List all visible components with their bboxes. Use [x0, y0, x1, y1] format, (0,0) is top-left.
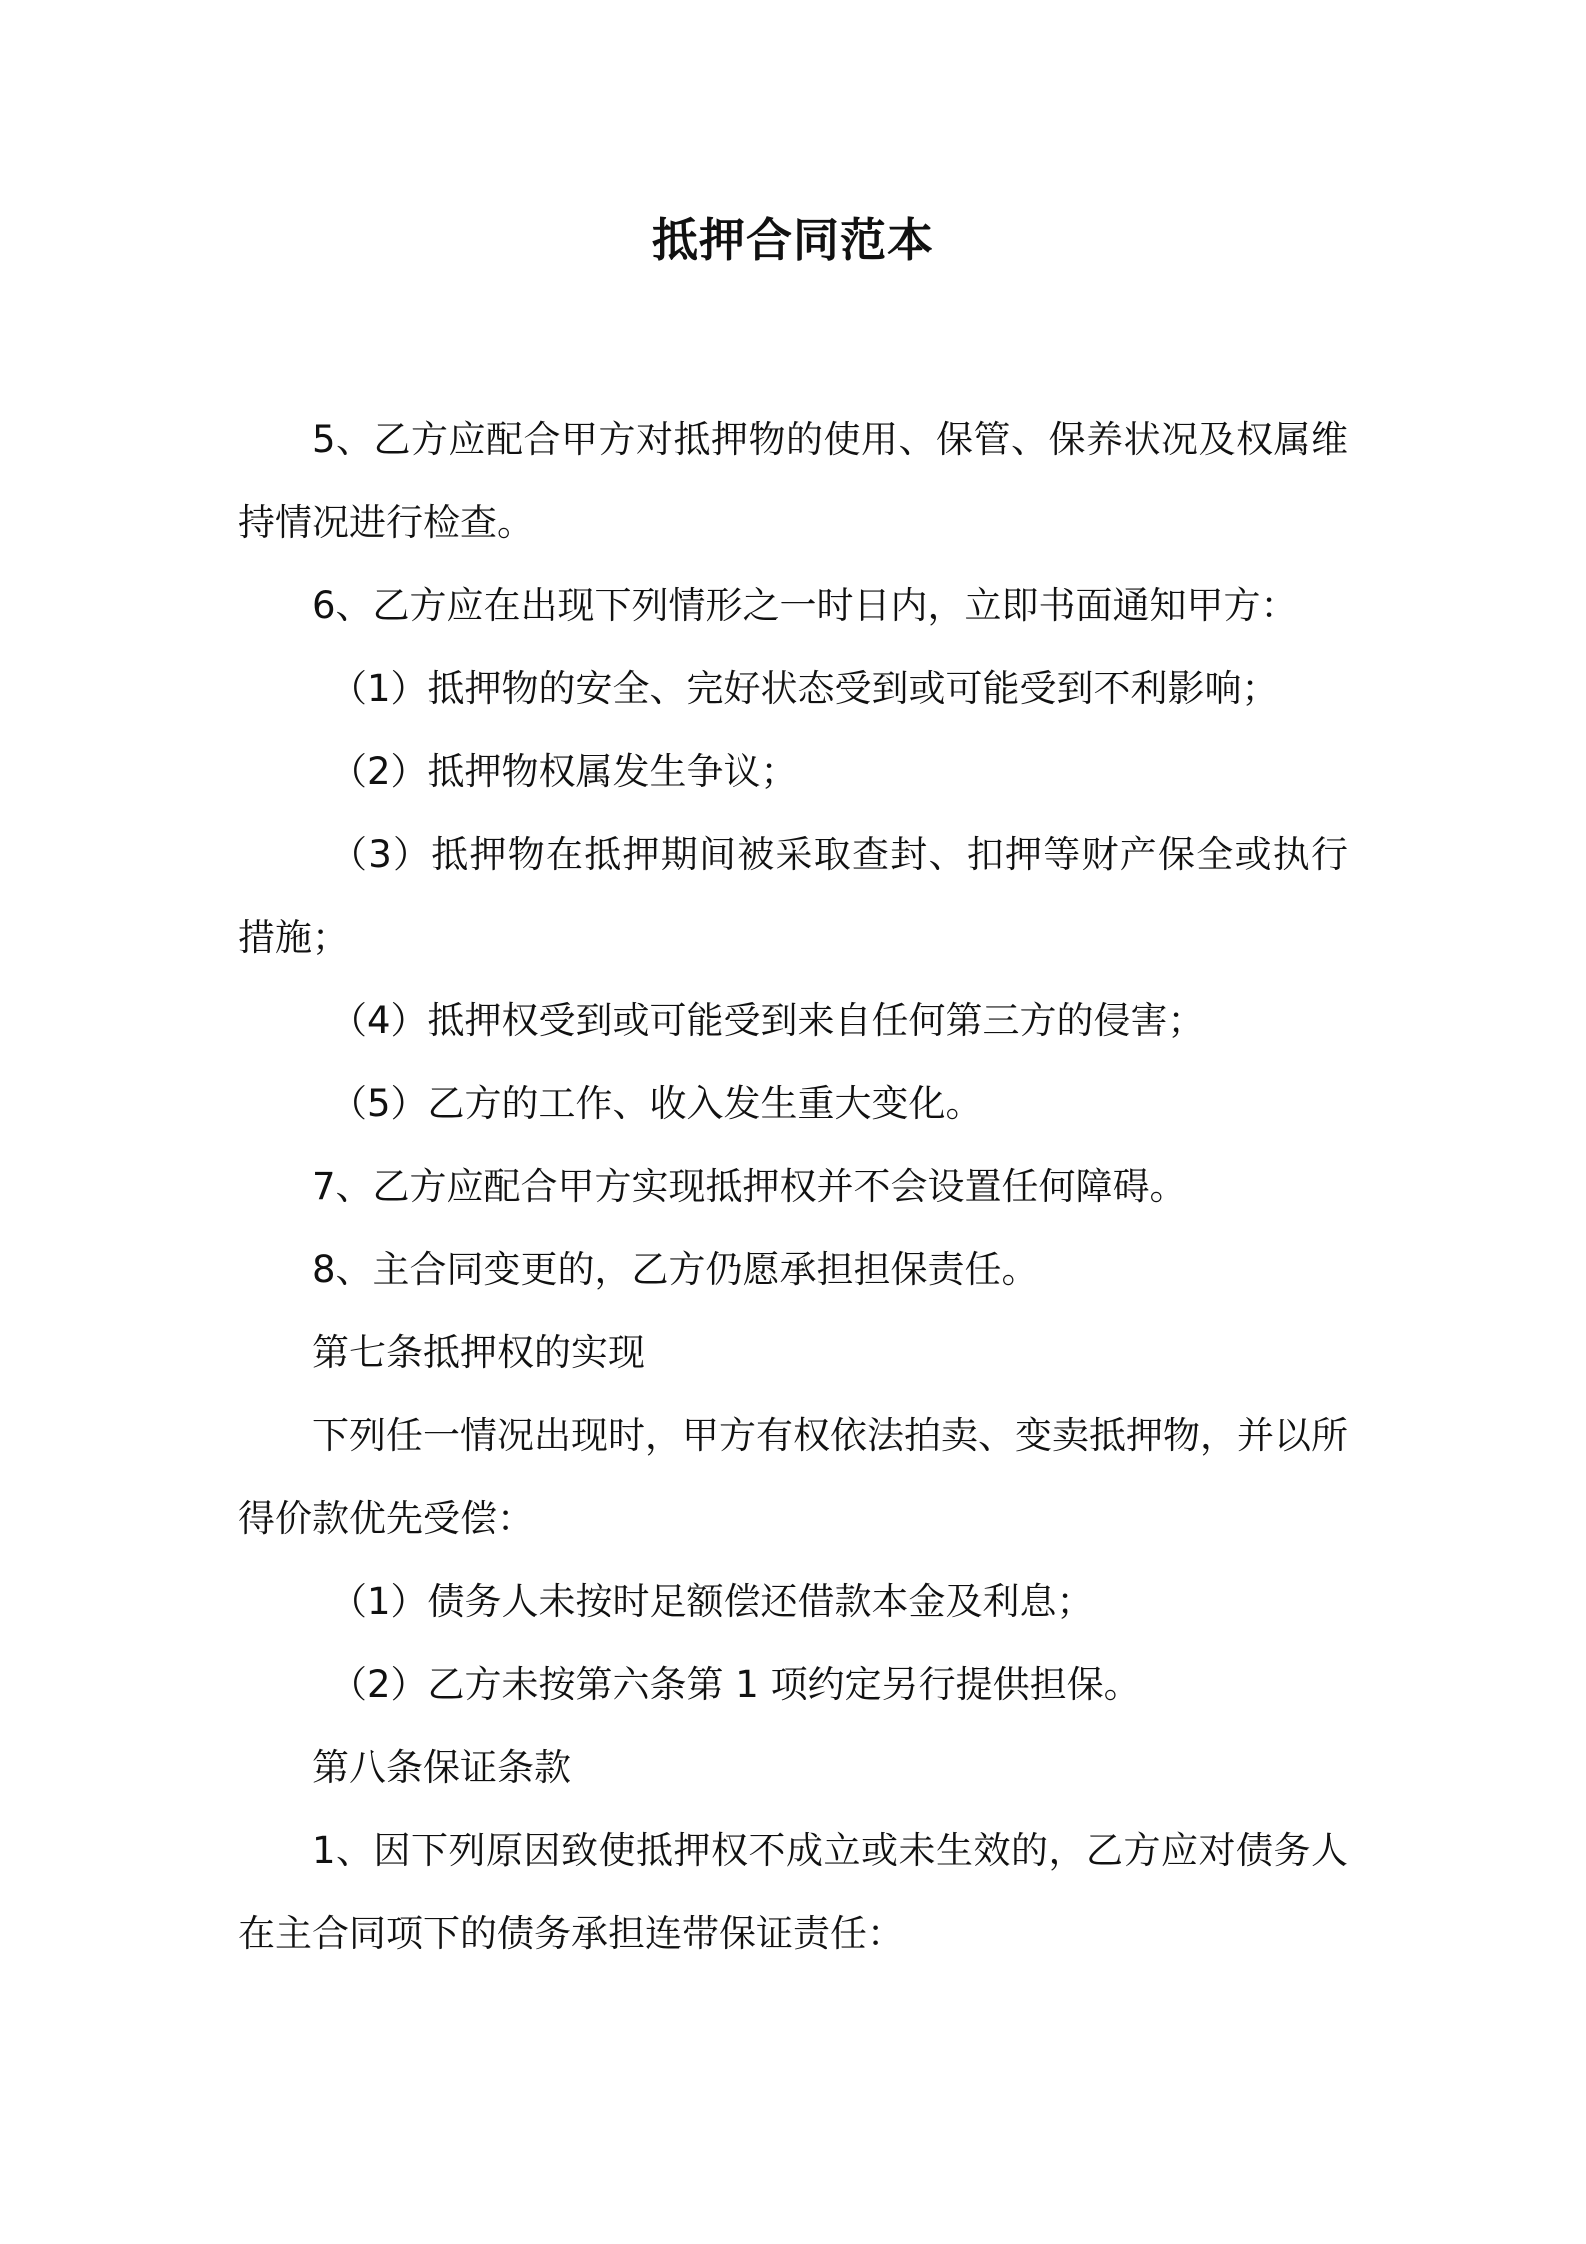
paragraph-subitem-3: （3）抵押物在抵押期间被采取查封、扣押等财产保全或执行措施；: [238, 833, 1348, 959]
paragraph-item-6: 6、乙方应在出现下列情形之一时日内，立即书面通知甲方：: [312, 584, 1298, 627]
paragraph-item-5: 5、乙方应配合甲方对抵押物的使用、保管、保养状况及权属维持情况进行检查。: [238, 418, 1348, 544]
paragraph-subitem-5: （5）乙方的工作、收入发生重大变化。: [330, 1082, 983, 1125]
paragraph-article-7-subitem-1: （1）债务人未按时足额偿还借款本金及利息；: [330, 1580, 1094, 1623]
paragraph-subitem-4: （4）抵押权受到或可能受到来自任何第三方的侵害；: [330, 999, 1205, 1042]
paragraph-item-8: 8、主合同变更的，乙方仍愿承担担保责任。: [312, 1248, 1039, 1291]
document-title: 抵押合同范本: [652, 213, 934, 267]
paragraph-subitem-1: （1）抵押物的安全、完好状态受到或可能受到不利影响；: [330, 667, 1279, 710]
paragraph-article-7-subitem-2: （2）乙方未按第六条第 1 项约定另行提供担保。: [330, 1663, 1141, 1706]
paragraph-article-8-item-1: 1、因下列原因致使抵押权不成立或未生效的，乙方应对债务人在主合同项下的债务承担连带保证责任：: [238, 1829, 1348, 1955]
document-body: [238, 398, 1348, 1975]
section-heading-article-7: 第七条抵押权的实现: [312, 1331, 645, 1374]
section-heading-article-8: 第八条保证条款: [312, 1746, 571, 1789]
paragraph-subitem-2: （2）抵押物权属发生争议；: [330, 750, 798, 793]
paragraph-article-7-intro: 下列任一情况出现时，甲方有权依法拍卖、变卖抵押物，并以所得价款优先受偿：: [238, 1414, 1348, 1540]
paragraph-item-7: 7、乙方应配合甲方实现抵押权并不会设置任何障碍。: [312, 1165, 1187, 1208]
